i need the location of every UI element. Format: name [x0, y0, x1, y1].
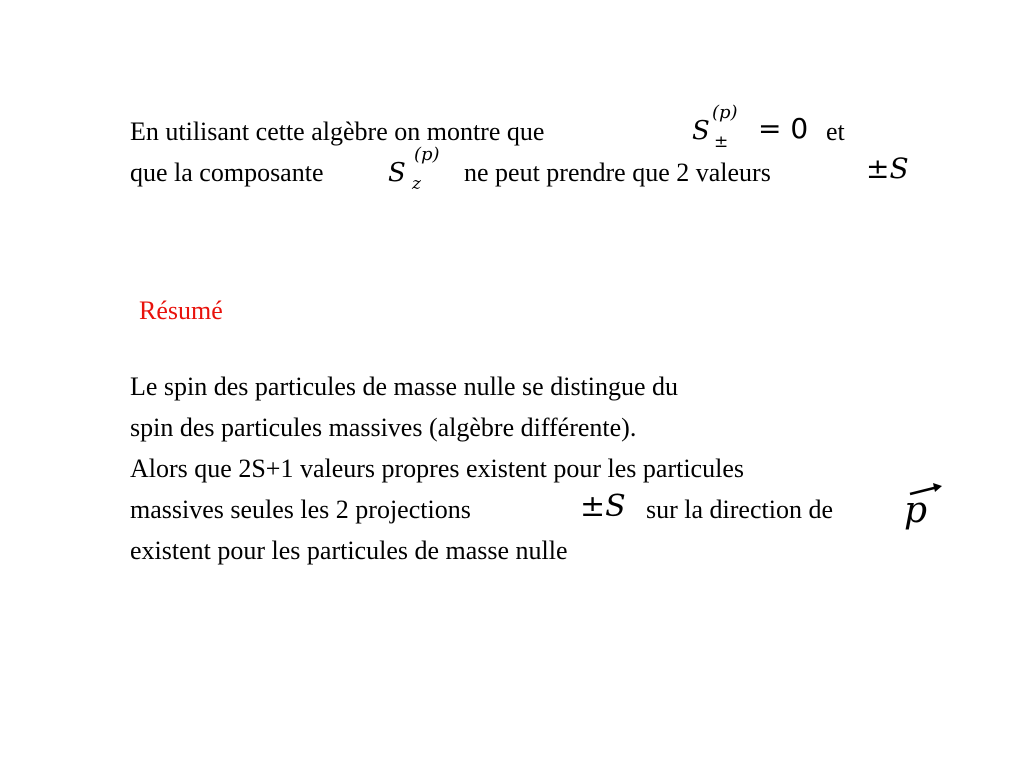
equation-s-z — [388, 144, 468, 194]
eq1-sup: (p) — [712, 102, 738, 123]
eq2-sub: z — [412, 174, 421, 194]
eq2-base: S — [388, 158, 406, 188]
summary-line2: spin des particules massives (algèbre différente). — [130, 413, 637, 442]
eq2-sup: (p) — [414, 144, 440, 165]
eq1-sub: ± — [714, 132, 729, 152]
summary-heading: Résumé — [139, 296, 223, 325]
summary-line1: Le spin des particules de masse nulle se distingue du — [130, 372, 679, 401]
pm-s-1-text: ±S — [866, 152, 909, 185]
para1-line2: que la composante — [130, 158, 324, 187]
eq1-base: S — [692, 116, 710, 146]
summary-line4-start: massives seules les 2 projections — [130, 495, 471, 524]
eq1-rhs: = 0 — [758, 112, 809, 145]
pm-s-2 — [580, 489, 626, 524]
summary-line5: existent pour les particules de masse nulle — [130, 536, 568, 565]
vector-p-letter: p — [904, 490, 928, 531]
para1-line1-end: et — [826, 117, 845, 146]
summary-line3: Alors que 2S+1 valeurs propres existent pour les particules — [130, 454, 744, 483]
summary-line4-end: sur la direction de — [646, 495, 833, 524]
vector-p — [900, 482, 944, 534]
pm-s-1 — [866, 152, 909, 185]
para1-line1: En utilisant cette algèbre on montre que — [130, 117, 545, 146]
equation-s-pm — [692, 102, 822, 152]
pm-s-2-text: ±S — [580, 489, 626, 524]
para1-line2-mid: ne peut prendre que 2 valeurs — [464, 158, 771, 187]
